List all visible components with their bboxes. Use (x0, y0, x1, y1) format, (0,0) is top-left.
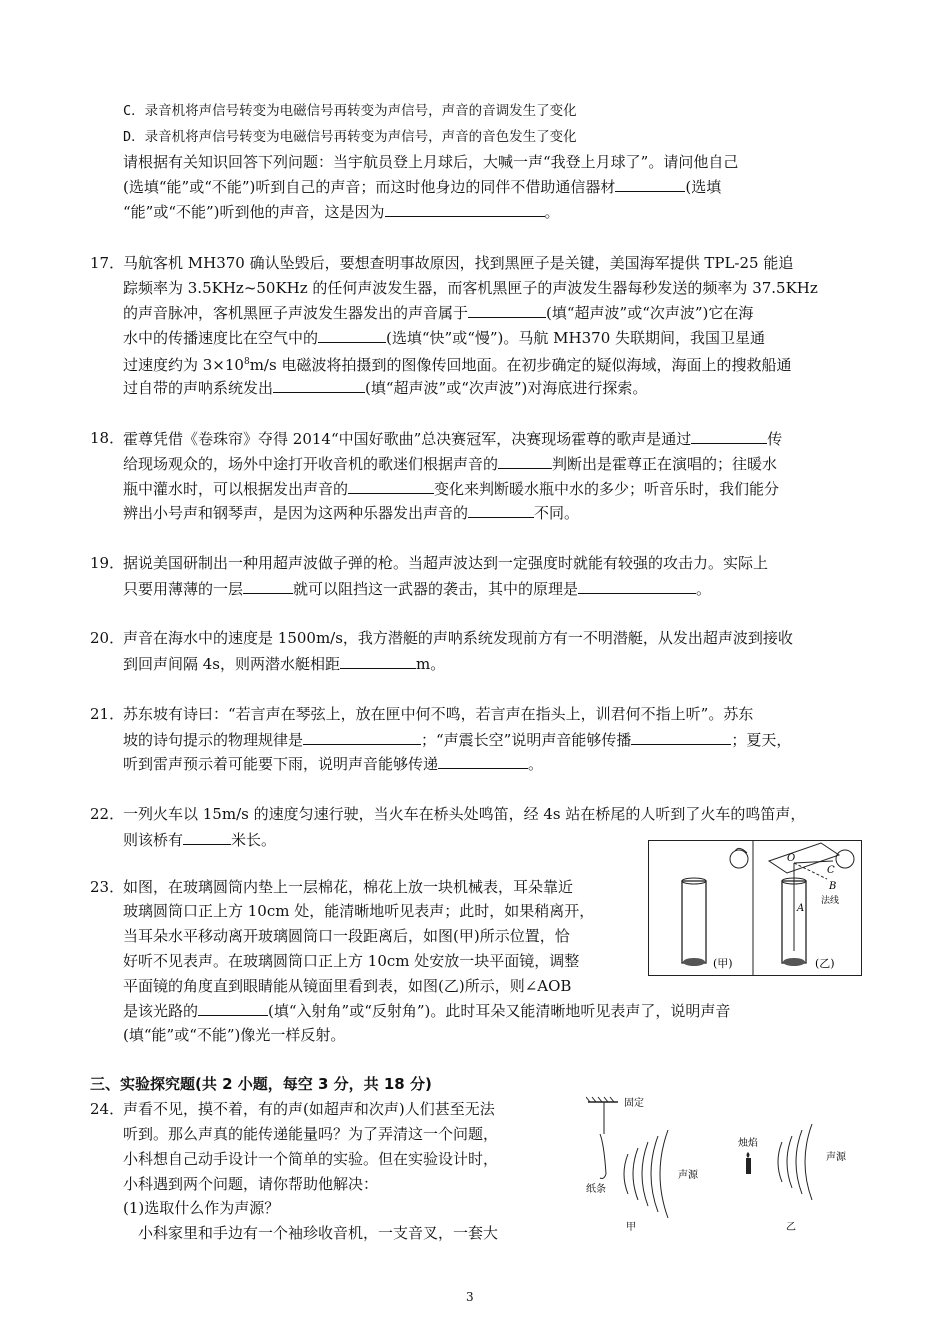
answer-blank[interactable] (498, 452, 552, 469)
answer-blank[interactable] (631, 728, 731, 745)
q20-line1: 声音在海水中的速度是 1500m/s，我方潜艇的声呐系统发现前方有一不明潜艇，从发出超声波到接收 (123, 629, 793, 647)
q24-line3: 小科想自己动手设计一个简单的实验。但在实验设计时， (123, 1150, 499, 1168)
question-number: 20． (90, 629, 125, 647)
q17-line4: 水中的传播速度比在空气中的 (选填“快”或“慢”)。马航 MH370 失联期间，我国卫星通 (123, 326, 765, 349)
answer-blank[interactable] (318, 326, 386, 343)
answer-blank[interactable] (438, 752, 528, 769)
answer-blank[interactable] (340, 652, 416, 669)
q20-line2: 到回声间隔 4s，则两潜水艇相距 m。 (123, 652, 445, 675)
figure-label-o: O (787, 853, 796, 864)
figure-label-a: A (797, 903, 805, 914)
question-number: 24． (90, 1100, 125, 1118)
figure-label-candle: 烛焰 (738, 1138, 758, 1149)
q18-line1: 霍尊凭借《卷珠帘》夺得 2014“中国好歌曲”总决赛冠军，决赛现场霍尊的歌声是通过 传 (123, 427, 782, 450)
q23-line4: 好听不见表声。在玻璃圆筒口正上方 10cm 处安放一块平面镜，调整 (123, 952, 580, 970)
page-number: 3 (466, 1290, 474, 1304)
answer-blank[interactable] (468, 501, 534, 518)
q19-line1: 据说美国研制出一种用超声波做子弹的枪。当超声波达到一定强度时就能有较强的攻击力。实际上 (123, 554, 769, 572)
option-c: C．录音机将声信号转变为电磁信号再转变为声信号，声音的音调发生了变化 (123, 103, 577, 119)
q17-line3: 的声音脉冲，客机黑匣子声波发生器发出的声音属于 (填“超声波”或“次声波”)它在海 (123, 301, 753, 324)
q22-line2: 则该桥有 米长。 (123, 828, 276, 851)
figure-label-yi: 乙 (786, 1222, 796, 1233)
answer-blank[interactable] (198, 999, 268, 1016)
q24-line6: 小科家里和手边有一个袖珍收音机，一支音叉，一套大 (138, 1224, 499, 1242)
answer-blank[interactable] (468, 301, 546, 318)
question-number: 17． (90, 254, 125, 272)
q17-line6: 过自带的声呐系统发出 (填“超声波”或“次声波”)对海底进行探索。 (123, 376, 647, 399)
q21-line1: 苏东坡有诗曰：“若言声在琴弦上，放在匣中何不鸣，若言声在指头上，训君何不指上听”。苏东 (123, 705, 754, 723)
answer-blank[interactable] (183, 828, 231, 845)
q23-line5: 平面镜的角度直到眼睛能从镜面里看到表，如图(乙)所示，则∠AOB (123, 977, 572, 995)
q23-line7: (填“能”或“不能”)像光一样反射。 (123, 1026, 346, 1044)
figure-label-b: B (829, 881, 837, 892)
q17-line1: 马航客机 MH370 确认坠毁后，要想查明事故原因，找到黑匣子是关键，美国海军提供 TPL-25 能追 (123, 254, 794, 272)
answer-blank[interactable] (303, 728, 421, 745)
figure-label-jia: 甲 (626, 1222, 636, 1233)
q16-line2: (选填“能”或“不能”)听到自己的声音；而这时他身边的同伴不借助通信器材 (选填 (123, 175, 721, 198)
q23-line6: 是该光路的 (填“入射角”或“反射角”)。此时耳朵又能清晰地听见表声了，说明声音 (123, 999, 730, 1022)
q16-line1: 请根据有关知识回答下列问题：当宇航员登上月球后，大喊一声“我登上月球了”。请问他自己 (123, 153, 739, 171)
answer-blank[interactable] (273, 376, 365, 393)
question-number: 18． (90, 429, 125, 447)
answer-blank[interactable] (385, 200, 545, 217)
figure-label-paper: 纸条 (586, 1184, 606, 1195)
figure-label-fixed: 固定 (624, 1098, 644, 1109)
q24-line4: 小科遇到两个问题，请你帮助他解决： (123, 1175, 379, 1193)
figure-label-source1: 声源 (678, 1170, 698, 1181)
answer-blank[interactable] (615, 175, 685, 192)
figure-label-source2: 声源 (826, 1152, 846, 1163)
answer-blank[interactable] (578, 577, 696, 594)
answer-blank[interactable] (691, 427, 767, 444)
figure-label-jia: (甲) (713, 957, 733, 970)
figure-label-yi: (乙) (815, 957, 835, 970)
figure-label-c: C (827, 865, 835, 876)
q17-line2: 踪频率为 3.5KHz~50KHz 的任何声波发生器，而客机黑匣子的声波发生器每秒发送的频率为 37.5KHz (123, 279, 818, 297)
q18-line4: 辨出小号声和钢琴声，是因为这两种乐器发出声音的 不同。 (123, 501, 579, 524)
question-number: 23． (90, 878, 125, 896)
q21-line3: 听到雷声预示着可能要下雨，说明声音能够传递 。 (123, 752, 543, 775)
glass-cylinder-figure (648, 840, 862, 976)
answer-blank[interactable] (243, 577, 293, 594)
q17-line5: 过速度约为 $3\times 10^8m/s$ 电磁波将拍摄到的图像传回地面。在初步确定的疑似海域，海面上的搜救船通 (123, 356, 792, 374)
q18-line3: 瓶中灌水时，可以根据发出声音的 变化来判断暖水瓶中水的多少；听音乐时，我们能分 (123, 477, 779, 500)
answer-blank[interactable] (348, 477, 434, 494)
section-heading: 三、实验探究题(共 2 小题，每空 3 分，共 18 分) (90, 1075, 432, 1093)
question-number: 19． (90, 554, 125, 572)
q19-line2: 只要用薄薄的一层 就可以阻挡这一武器的袭击，其中的原理是 。 (123, 577, 711, 600)
sound-energy-figure (586, 1094, 866, 1234)
option-d: D．录音机将声信号转变为电磁信号再转变为声信号，声音的音色发生了变化 (123, 129, 577, 145)
q23-line3: 当耳朵水平移动离开玻璃圆筒口一段距离后，如图(甲)所示位置，恰 (123, 927, 570, 945)
figure-label-normal: 法线 (821, 896, 840, 906)
q21-line2: 坡的诗句提示的物理规律是 ；“声震长空”说明声音能够传播 ；夏天， (123, 728, 791, 751)
q24-line5: (1)选取什么作为声源？ (123, 1199, 280, 1217)
q23-line2: 玻璃圆筒口正上方 10cm 处，能清晰地听见表声；此时，如果稍离开， (123, 902, 595, 920)
q18-line2: 给现场观众的，场外中途打开收音机的歌迷们根据声音的 判断出是霍尊正在演唱的；往暖水 (123, 452, 777, 475)
q16-line3: “能”或“不能”)听到他的声音，这是因为 。 (123, 200, 560, 223)
q24-line1: 声看不见，摸不着，有的声(如超声和次声)人们甚至无法 (123, 1100, 495, 1118)
question-number: 21． (90, 705, 125, 723)
q23-line1: 如图，在玻璃圆筒内垫上一层棉花，棉花上放一块机械表，耳朵靠近 (123, 878, 574, 896)
q24-line2: 听到。那么声真的能传递能量吗？为了弄清这一个问题， (123, 1125, 499, 1143)
q22-line1: 一列火车以 15m/s 的速度匀速行驶，当火车在桥头处鸣笛，经 4s 站在桥尾的人听到了火车的鸣笛声， (123, 805, 806, 823)
question-number: 22． (90, 805, 125, 823)
